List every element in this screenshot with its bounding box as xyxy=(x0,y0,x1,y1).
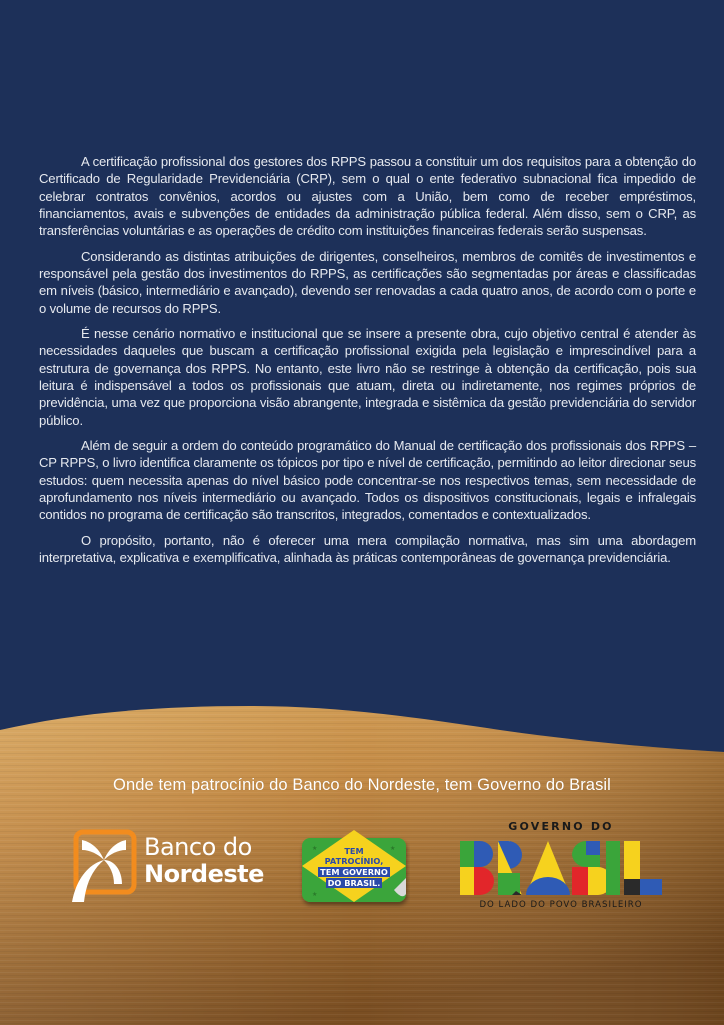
palm-tree-logo-icon xyxy=(68,828,138,904)
paragraph-4: Além de seguir a ordem do conteúdo programático do Manual de certificação dos profissionais dos RPPS – CP RPPS, o livro identifica claramente os tópicos por tipo e nível de certificação, permitindo ao leitor direcionar seus estudos: quem necessita apenas do nível básico pode concentrar-se nos respectivos temas, sem necessidade de aprofundamento nos níveis intermediário ou avançado. Todos os dispositivos constitucionais, legais e infralegais contidos no programa de certificação são transcritos, integrados, comentados e contextualizados. xyxy=(39,438,696,523)
sponsor-logos xyxy=(0,820,724,920)
paragraph-1: A certificação profissional dos gestores dos RPPS passou a constituir um dos requisitos para a obtenção do Certificado de Regularidade Previdenciária (CRP), sem o qual o ente federativo subnacional fica impedido de celebrar contratos convênios, acordos ou ajustes com a União, bem como de receber empréstimos, financiamentos, avais e subvenções de entidades da administração pública federal. Além disso, sem o CRP, as transferências voluntárias e as operações de crédito com instituições financeiras federais serão suspensas. xyxy=(39,154,696,239)
svg-text:★: ★ xyxy=(390,846,396,852)
paragraph-2: Considerando as distintas atribuições de dirigentes, conselheiros, membros de comitês de investimentos e responsável pela gestão dos investimentos do RPPS, as certificações são segmentadas por áreas e classificadas em níveis (básico, intermediário e avançado), devendo ser renovadas a cada quatro anos, de acordo com o porte e o volume de recursos do RPPS. xyxy=(39,248,696,316)
paragraph-5: O propósito, portanto, não é oferecer uma mera compilação normativa, mas sim uma abordagem interpretativa, explicativa e exemplificativa, alinhada às práticas contemporâneas de governança previdenciária. xyxy=(39,532,696,565)
sticker-text: TEM PATROCÍNIO, TEM GOVERNO DO BRASIL. xyxy=(320,846,388,888)
governo-do-label: GOVERNO DO xyxy=(508,820,614,833)
tem-patrocinio-sticker xyxy=(298,828,410,908)
svg-text:★: ★ xyxy=(312,846,318,852)
governo-slogan: DO LADO DO POVO BRASILEIRO xyxy=(479,900,643,910)
svg-text:★: ★ xyxy=(312,892,318,898)
sponsor-tagline: Onde tem patrocínio do Banco do Nordeste, tem Governo do Brasil xyxy=(113,776,611,794)
brasil-wordmark-icon xyxy=(460,841,664,895)
synopsis-text xyxy=(39,153,696,574)
banco-do-nordeste-logo xyxy=(68,828,273,904)
governo-do-brasil-logo xyxy=(456,820,666,916)
paragraph-3: É nesse cenário normativo e institucional que se insere a presente obra, cujo objetivo central é atender às necessidades daqueles que buscam a certificação profissional exigida pela legislação e imprescindível para a estrutura de governança dos RPPS. No entanto, este livro não se restringe à obtenção da certificação, pois sua leitura é indispensável a todos os profissionais que atuam, direta ou indiretamente, nos regimes próprios de previdência, uma vez que proporciona visão abrangente, integrada e sistêmica da gestão previdenciária do servidor público. xyxy=(39,326,696,428)
banco-do-nordeste-wordmark: Banco do Nordeste xyxy=(144,833,264,888)
